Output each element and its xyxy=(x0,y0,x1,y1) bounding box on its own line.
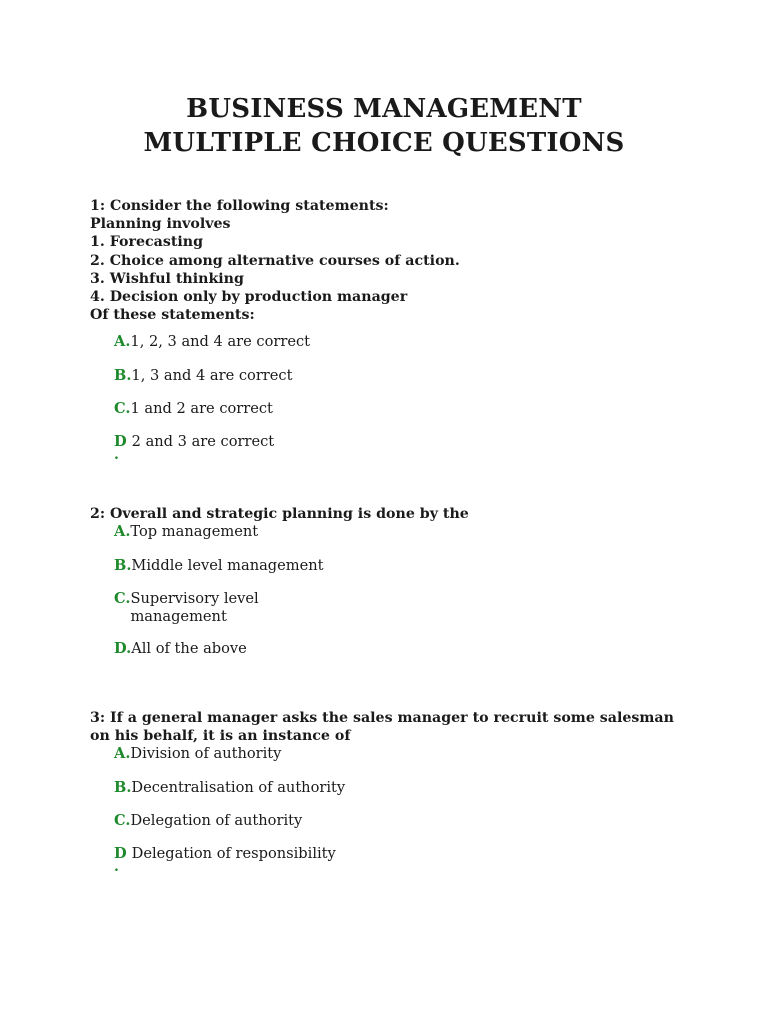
document-title xyxy=(0,92,768,160)
option-b[interactable] xyxy=(114,779,690,797)
option-b[interactable] xyxy=(114,367,690,385)
option-text: Decentralisation of authority xyxy=(131,778,346,796)
option-d[interactable] xyxy=(114,433,690,451)
option-a[interactable] xyxy=(114,523,690,541)
option-letter: C. xyxy=(114,590,131,608)
option-text: Middle level management xyxy=(131,556,324,574)
option-d[interactable] xyxy=(114,845,690,863)
option-text: Top management xyxy=(130,523,259,541)
option-b[interactable] xyxy=(114,557,690,575)
option-letter: D xyxy=(114,844,127,862)
question-1-stem xyxy=(90,197,690,324)
title-line-2: MULTIPLE CHOICE QUESTIONS xyxy=(143,128,625,158)
question-2-options xyxy=(114,523,690,658)
option-trailing-dot: . xyxy=(114,859,119,876)
option-text: Delegation of authority xyxy=(130,812,303,830)
option-text: 1, 3 and 4 are correct xyxy=(131,366,293,384)
question-3-line: 3: If a general manager asks the sales manager to recruit some salesman xyxy=(90,710,674,726)
question-3 xyxy=(90,709,690,876)
option-c[interactable] xyxy=(114,812,690,830)
title-line-1: BUSINESS MANAGEMENT xyxy=(186,94,582,124)
option-text: All of the above xyxy=(131,640,247,658)
option-c[interactable] xyxy=(114,590,690,625)
option-text: 2 and 3 are correct xyxy=(131,432,275,450)
option-letter: B. xyxy=(114,778,132,796)
option-text: Division of authority xyxy=(130,745,282,763)
option-text: 1 and 2 are correct xyxy=(130,400,273,418)
question-1-line: 1. Forecasting xyxy=(90,234,204,251)
question-1-line: 3. Wishful thinking xyxy=(90,270,244,287)
option-a[interactable] xyxy=(114,333,690,351)
question-1 xyxy=(90,197,690,464)
option-letter: A. xyxy=(114,745,131,763)
question-2-line: 2: Overall and strategic planning is done by the xyxy=(90,506,469,522)
question-1-line: Planning involves xyxy=(90,216,231,233)
question-2-stem xyxy=(90,505,690,523)
option-text: Supervisory level management xyxy=(130,590,259,625)
option-letter: C. xyxy=(114,812,131,830)
question-3-stem xyxy=(90,709,690,745)
option-text: 1, 2, 3 and 4 are correct xyxy=(130,333,310,351)
question-1-line: 4. Decision only by production manager xyxy=(90,289,408,306)
option-letter: D xyxy=(114,432,127,450)
option-letter: A. xyxy=(114,333,131,351)
question-3-line: on his behalf, it is an instance of xyxy=(90,728,351,745)
option-trailing-dot: . xyxy=(114,447,119,464)
question-1-options xyxy=(114,333,690,464)
option-letter: D. xyxy=(114,640,132,658)
option-letter: C. xyxy=(114,400,131,418)
question-1-line: 2. Choice among alternative courses of action. xyxy=(90,252,460,269)
option-letter: B. xyxy=(114,556,132,574)
option-c[interactable] xyxy=(114,400,690,418)
question-3-options xyxy=(114,745,690,876)
option-d[interactable] xyxy=(114,640,690,658)
option-letter: A. xyxy=(114,523,131,541)
question-1-line: 1: Consider the following statements: xyxy=(90,198,389,214)
option-text: Delegation of responsibility xyxy=(131,844,336,862)
option-letter: B. xyxy=(114,366,132,384)
option-a[interactable] xyxy=(114,745,690,763)
question-1-line: Of these statements: xyxy=(90,307,255,324)
question-2 xyxy=(90,505,690,658)
